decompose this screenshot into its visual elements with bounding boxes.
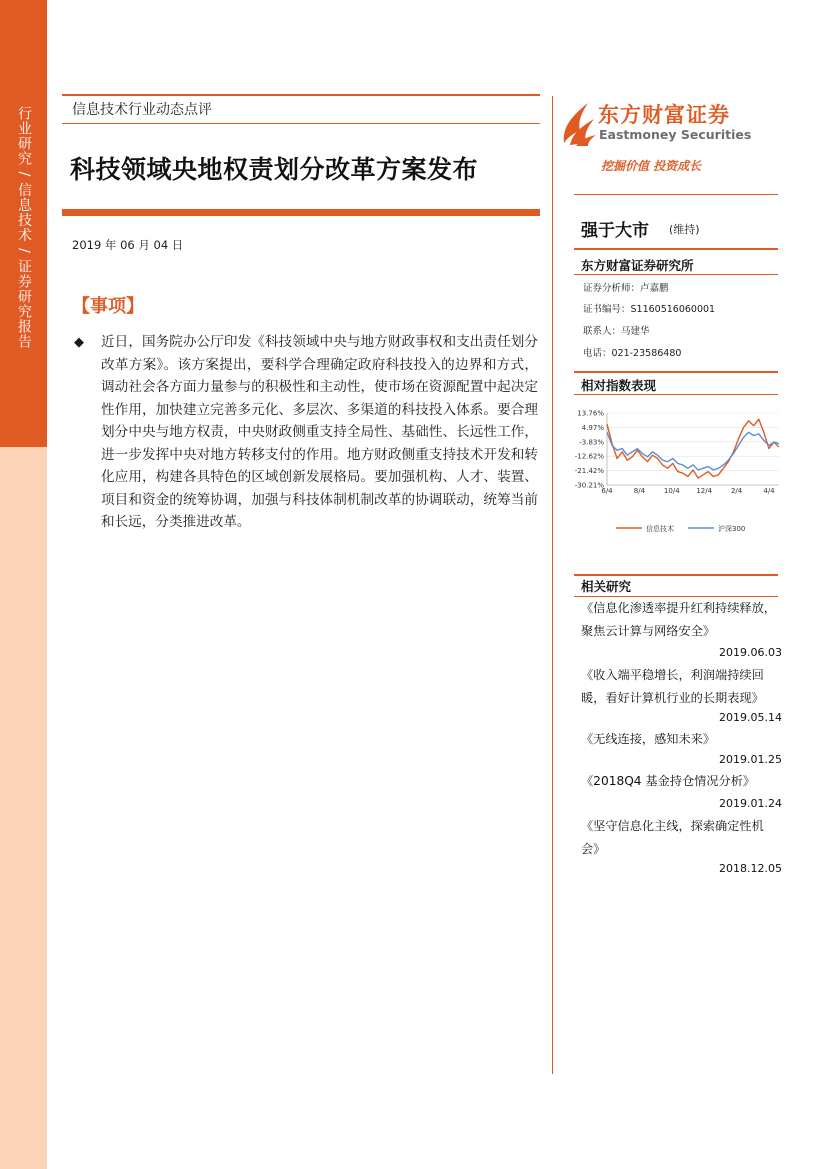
- certificate-number: 证书编号：S1160516060001: [583, 304, 716, 315]
- index-rule-bottom: [574, 394, 778, 395]
- chart-legend: [616, 524, 745, 533]
- related-item-date: 2018.12.05: [719, 862, 782, 875]
- contact-person: 联系人：马建华: [583, 326, 650, 337]
- analyst-name: 证券分析师：卢嘉鹏: [583, 283, 669, 294]
- report-category: 信息技术行业动态点评: [72, 102, 212, 118]
- chart-legend-label: 沪深300: [718, 525, 746, 533]
- title-underline: [62, 209, 540, 216]
- related-item-title[interactable]: 《2018Q4 基金持仓情况分析》: [581, 774, 756, 788]
- institute-rule: [574, 274, 778, 275]
- index-heading: 相对指数表现: [581, 378, 657, 393]
- chart-x-tick-label: 10/4: [663, 487, 680, 495]
- section-heading: 【事项】: [72, 296, 144, 317]
- chart-x-tick-label: 2/4: [730, 487, 743, 495]
- rating-rule-bottom: [574, 248, 778, 250]
- related-item-date: 2019.01.25: [719, 753, 782, 766]
- chart-y-tick-label: -3.83%: [579, 438, 604, 447]
- column-divider: [552, 96, 553, 1074]
- related-item-date: 2019.06.03: [719, 646, 782, 659]
- chart-y-tick-label: 13.76%: [577, 409, 604, 418]
- related-item-date: 2019.01.24: [719, 797, 782, 810]
- chart-x-tick-label: 12/4: [696, 487, 713, 495]
- header-rule-top: [62, 94, 540, 96]
- chart-y-tick-label: 4.97%: [581, 423, 604, 432]
- page-title: 科技领域央地权责划分改革方案发布: [70, 155, 479, 184]
- body-paragraph: 近日，国务院办公厅印发《科技领域中央与地方财政事权和支出责任划分改革方案》。该方案提出，要科学合理确定政府科技投入的边界和方式，调动社会各方面力量参与的积极性和主动性，使市场在资源配置中起决定性作用，加快建立完善多元化、多层次、多渠道的科技投入体系。要合理划分中央与地方权责，中央财政侧重支持全局性、基础性、长远性工作，进一步发挥中央对地方转移支付的作用。地方财政侧重支持技术开发和转化应用，构建各具特色的区域创新发展格局。要加强机构、人才、装置、项目和资金的统筹协调，加强与科技体制机制改革的协调联动，统筹当前和长远，分类推进改革。: [101, 334, 538, 530]
- rating-label: 强于大市: [581, 221, 649, 241]
- chart-y-tick-label: -21.42%: [574, 467, 604, 476]
- chart-series-line: [607, 419, 779, 478]
- related-heading: 相关研究: [581, 579, 632, 594]
- logo-text-en: Eastmoney Securities: [599, 127, 752, 142]
- company-logo: [558, 97, 758, 149]
- chart-x-tick-label: 8/4: [633, 487, 646, 495]
- logo-text-cn: 东方财富证券: [598, 103, 730, 127]
- chart-legend-label: 信息技术: [646, 525, 674, 533]
- diamond-bullet-icon: ◆: [74, 335, 84, 350]
- related-item-date: 2019.05.14: [719, 711, 782, 724]
- logo-flame-icon: [558, 99, 598, 147]
- header-rule: [62, 123, 540, 124]
- chart-x-tick-label: 6/4: [601, 487, 613, 495]
- chart-y-tick-label: -30.21%: [574, 481, 604, 490]
- related-item-title[interactable]: 《无线连接，感知未来》: [581, 732, 716, 746]
- related-item-title[interactable]: 《收入端平稳增长，利润端持续回暖，看好计算机行业的长期表现》: [581, 668, 764, 705]
- institute-name: 东方财富证券研究所: [581, 258, 694, 273]
- chart-series-line: [607, 432, 779, 470]
- rating-rule-top: [574, 194, 778, 195]
- rating-note: (维持): [669, 223, 700, 236]
- sidebar-label: 行业研究 / 信息技术 / 证券研究报告: [16, 106, 32, 350]
- related-item-title[interactable]: 《信息化渗透率提升红利持续释放，聚焦云计算与网络安全》: [581, 601, 776, 638]
- chart-y-ticks: [575, 410, 605, 490]
- relative-index-chart: [574, 405, 784, 540]
- chart-series-lines: [607, 419, 779, 478]
- related-item-title[interactable]: 《坚守信息化主线，探索确定性机会》: [581, 819, 764, 856]
- chart-gridlines: [607, 413, 779, 485]
- contact-phone: 电话：021-23586480: [583, 348, 682, 359]
- sidebar: [0, 0, 47, 1169]
- logo-slogan: 挖掘价值 投资成长: [601, 159, 702, 173]
- sidebar-accent: [0, 0, 47, 447]
- report-date: 2019 年 06 月 04 日: [72, 238, 184, 252]
- chart-y-tick-label: -12.62%: [574, 452, 604, 461]
- index-rule-top: [574, 371, 778, 373]
- chart-x-tick-label: 4/4: [763, 487, 775, 495]
- related-rule-top: [574, 574, 778, 576]
- chart-x-ticks: [601, 487, 775, 495]
